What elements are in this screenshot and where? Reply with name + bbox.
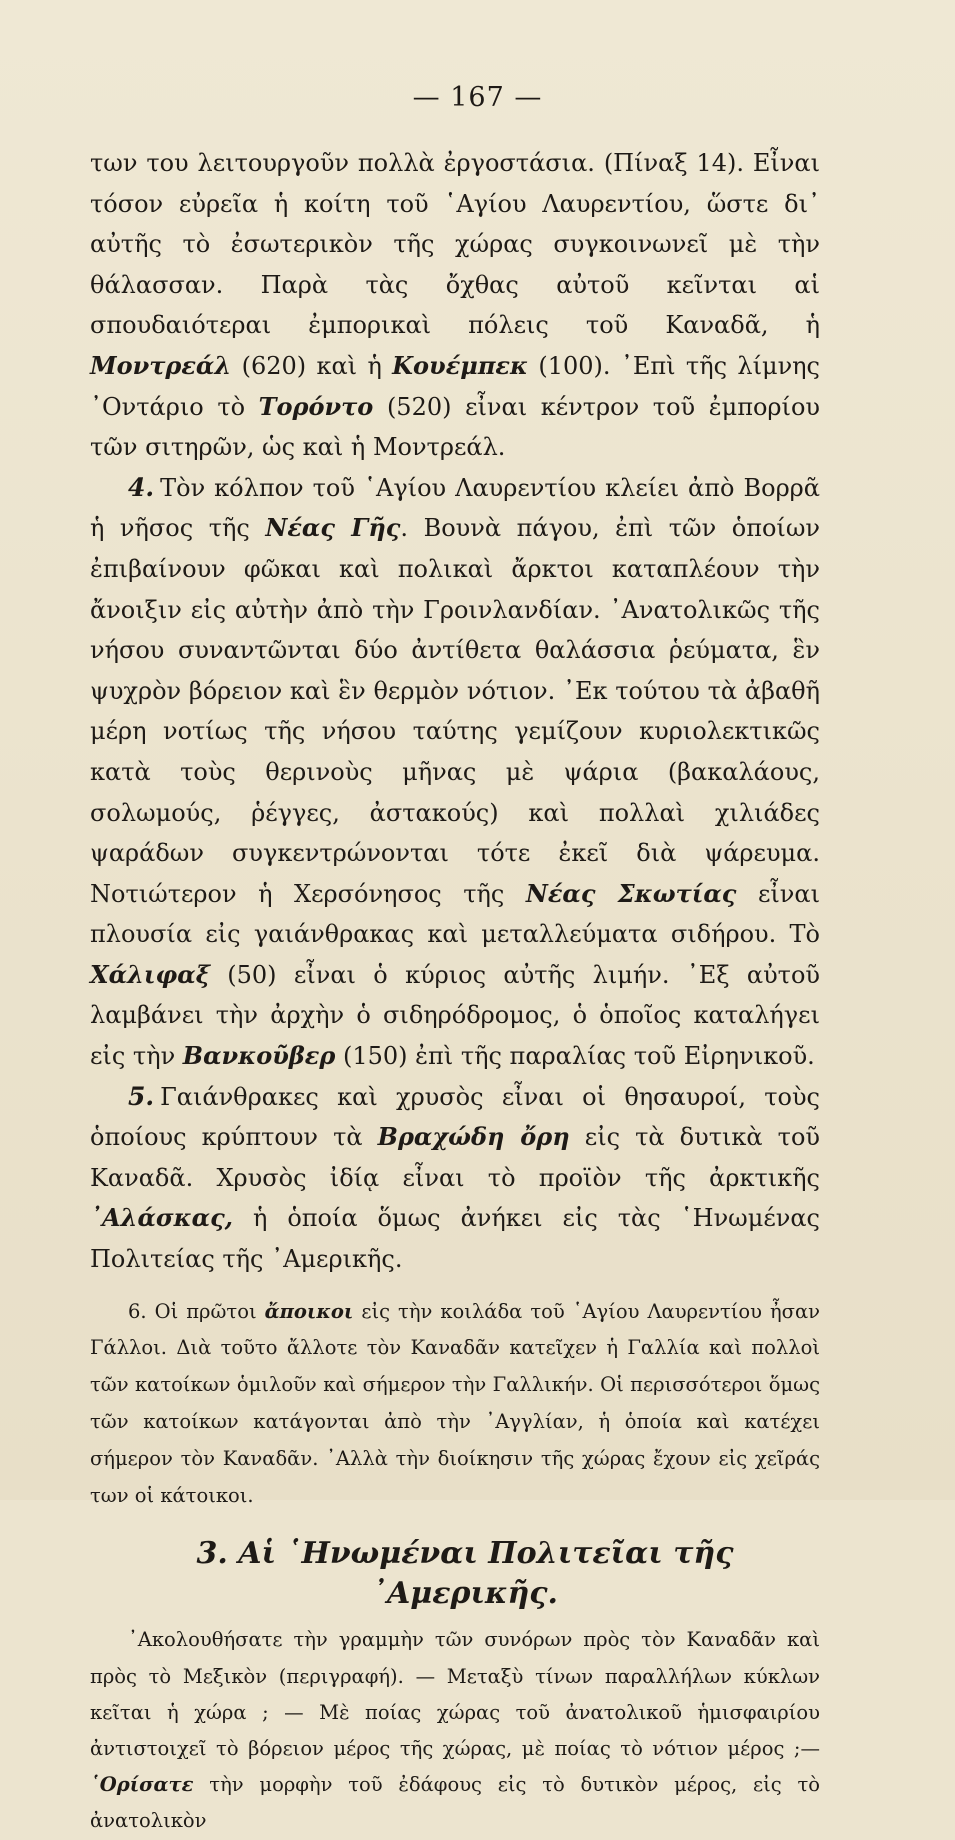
place-name: Κουέμπεκ <box>392 350 528 380</box>
paragraph-cities <box>90 143 820 468</box>
place-name: Βραχώδη ὄρη <box>377 1122 570 1152</box>
exercises-block <box>90 1622 820 1839</box>
text-run: των του λειτουργοῦν πολλὰ ἐργοστάσια. (Πίναξ 14). Εἶναι τόσον εὐρεῖα ἡ κοίτη τοῦ ῾Αγίου Λαυρεντίου, ὥστε δι᾽ αὐτῆς τὸ ἐσωτερικὸν τῆς χώρας συγκοινωνεῖ μὲ τὴν θάλασσαν. Παρὰ τὰς ὄχθας αὐτοῦ κεῖνται αἱ σπουδαιότεραι ἐμπορικαὶ πόλεις τοῦ Καναδᾶ, ἡ <box>90 149 820 340</box>
text-run: (100). ᾽Επὶ τῆς λίμνης ᾽Οντάριο τὸ <box>90 351 820 421</box>
text-run: . Βουνὰ πάγου, ἐπὶ τῶν ὁποίων ἐπιβαίνουν φῶκαι καὶ πολικαὶ ἄρκτοι καταπλέουν τὴν ἄνοιξιν εἰς αὐτὴν ἀπὸ τὴν Γροινλανδίαν. ᾽Ανατολικῶς τῆς νήσου συναντῶνται δύο ἀντίθετα θαλάσσια ῥεύματα, ἓν ψυχρὸν βόρειον καὶ ἓν θερμὸν νότιον. ᾽Εκ τούτου τὰ ἀβαθῆ μέρη νοτίως τῆς νήσου ταύτης γεμίζουν κυριολεκτικῶς κατὰ τοὺς θερινοὺς μῆνας μὲ ψάρια (βακαλάους, σολωμούς, ῥέγγες, ἀστακούς) καὶ πολλαὶ χιλιάδες ψαράδων συγκεντρώνονται τότε ἐκεῖ διὰ ψάρευμα. Νοτιώτερον ἡ Χερσόνησος τῆς <box>90 514 820 908</box>
text-run: ἡ ὁποία ὅμως ἀνήκει εἰς τὰς ῾Ηνωμένας Πολιτείας τῆς ᾽Αμερικῆς. <box>90 1204 820 1274</box>
text-run: Τὸν κόλπον τοῦ ῾Αγίου Λαυρεντίου κλείει ἀπὸ Βορρᾶ ἡ νῆσος τῆς <box>90 473 820 543</box>
page-number: — 167 — <box>412 82 543 113</box>
emphasized-term: ῾Ορίσατε <box>90 1773 194 1797</box>
place-name: Τορόντο <box>258 391 374 421</box>
main-text <box>90 143 820 1280</box>
section-heading: 3. Αἱ ῾Ηνωμέναι Πολιτεῖαι τῆς ᾽Αμερικῆς. <box>196 1536 734 1612</box>
text-run: Γαιάνθρακες καὶ χρυσὸς εἶναι οἱ θησαυροί, τοὺς ὁποίους κρύπτουν τὰ <box>90 1082 820 1152</box>
small-print-note <box>90 1294 820 1515</box>
text-run: εἶναι πλουσία εἰς γαιάνθρακας καὶ μεταλλεύματα σιδήρου. Τὸ <box>90 879 821 949</box>
paragraph-number: 5. <box>128 1081 155 1111</box>
text-run: (520) εἶναι κέντρον τοῦ ἐμπορίου τῶν σιτηρῶν, ὡς καὶ ἡ Μοντρεάλ. <box>90 392 820 462</box>
place-name: Χάλιφαξ <box>90 959 210 989</box>
exercise-text <box>90 1622 820 1839</box>
text-run: (150) ἐπὶ τῆς παραλίας τοῦ Εἰρηνικοῦ. <box>335 1042 815 1071</box>
paragraph-5 <box>90 1077 820 1280</box>
place-name: Νέας Σκωτίας <box>525 878 737 908</box>
place-name: Βανκοῦβερ <box>182 1041 336 1071</box>
text-run: ᾽Ακολουθήσατε τὴν γραμμὴν τῶν συνόρων πρὸς τὸν Καναδᾶν καὶ πρὸς τὸ Μεξικὸν (περιγραφή). — Μεταξὺ τίνων παραλλήλων κύκλων κεῖται ἡ χώρα ; — Μὲ ποίας χώρας τοῦ ἀνατολικοῦ ἡμισφαιρίου ἀντιστοιχεῖ τὸ βόρειον μέρος τῆς χώρας, μὲ ποίας τὸ νότιον μέρος ;— <box>90 1628 820 1761</box>
text-run: Οἱ πρῶτοι <box>154 1299 265 1323</box>
emphasized-term: ἄποικοι <box>264 1299 354 1323</box>
place-name: Μοντρεάλ <box>90 350 232 380</box>
text-run: (50) εἶναι ὁ κύριος αὐτῆς λιμήν. ᾽Εξ αὐτοῦ λαμβάνει τὴν ἀρχὴν ὁ σιδηρόδρομος, ὁ ὁποῖος καταλήγει εἰς τὴν <box>90 960 820 1071</box>
paragraph-number: 6. <box>128 1299 147 1323</box>
text-run: (620) καὶ ἡ <box>231 351 393 380</box>
text-run: τὴν μορφὴν τοῦ ἐδάφους εἰς τὸ δυτικὸν μέρος, εἰς τὸ ἀνατολικὸν <box>90 1773 820 1833</box>
paragraph-4 <box>90 468 820 1077</box>
paragraph-6 <box>90 1294 820 1515</box>
place-name: ᾽Αλάσκας, <box>90 1203 234 1233</box>
place-name: Νέας Γῆς <box>265 513 401 543</box>
paragraph-number: 4. <box>128 472 155 502</box>
text-run: εἰς τὴν κοιλάδα τοῦ ῾Αγίου Λαυρεντίου ἦσαν Γάλλοι. Διὰ τοῦτο ἄλλοτε τὸν Καναδᾶν κατεῖχεν ἡ Γαλλία καὶ πολλοὶ τῶν κατοίκων ὁμιλοῦν καὶ σήμερον τὴν Γαλλικήν. Οἱ περισσότεροι ὅμως τῶν κατοίκων κατάγονται ἀπὸ τὴν ᾽Αγγλίαν, ἡ ὁποία καὶ κατέχει σήμερον τὸν Καναδᾶν. ᾽Αλλὰ τὴν διοίκησιν τῆς χώρας ἔχουν εἰς χεῖράς των οἱ κάτοικοι. <box>90 1299 821 1507</box>
text-run: εἰς τὰ δυτικὰ τοῦ Καναδᾶ. Χρυσὸς ἰδίᾳ εἶναι τὸ προϊὸν τῆς ἀρκτικῆς <box>90 1123 820 1192</box>
